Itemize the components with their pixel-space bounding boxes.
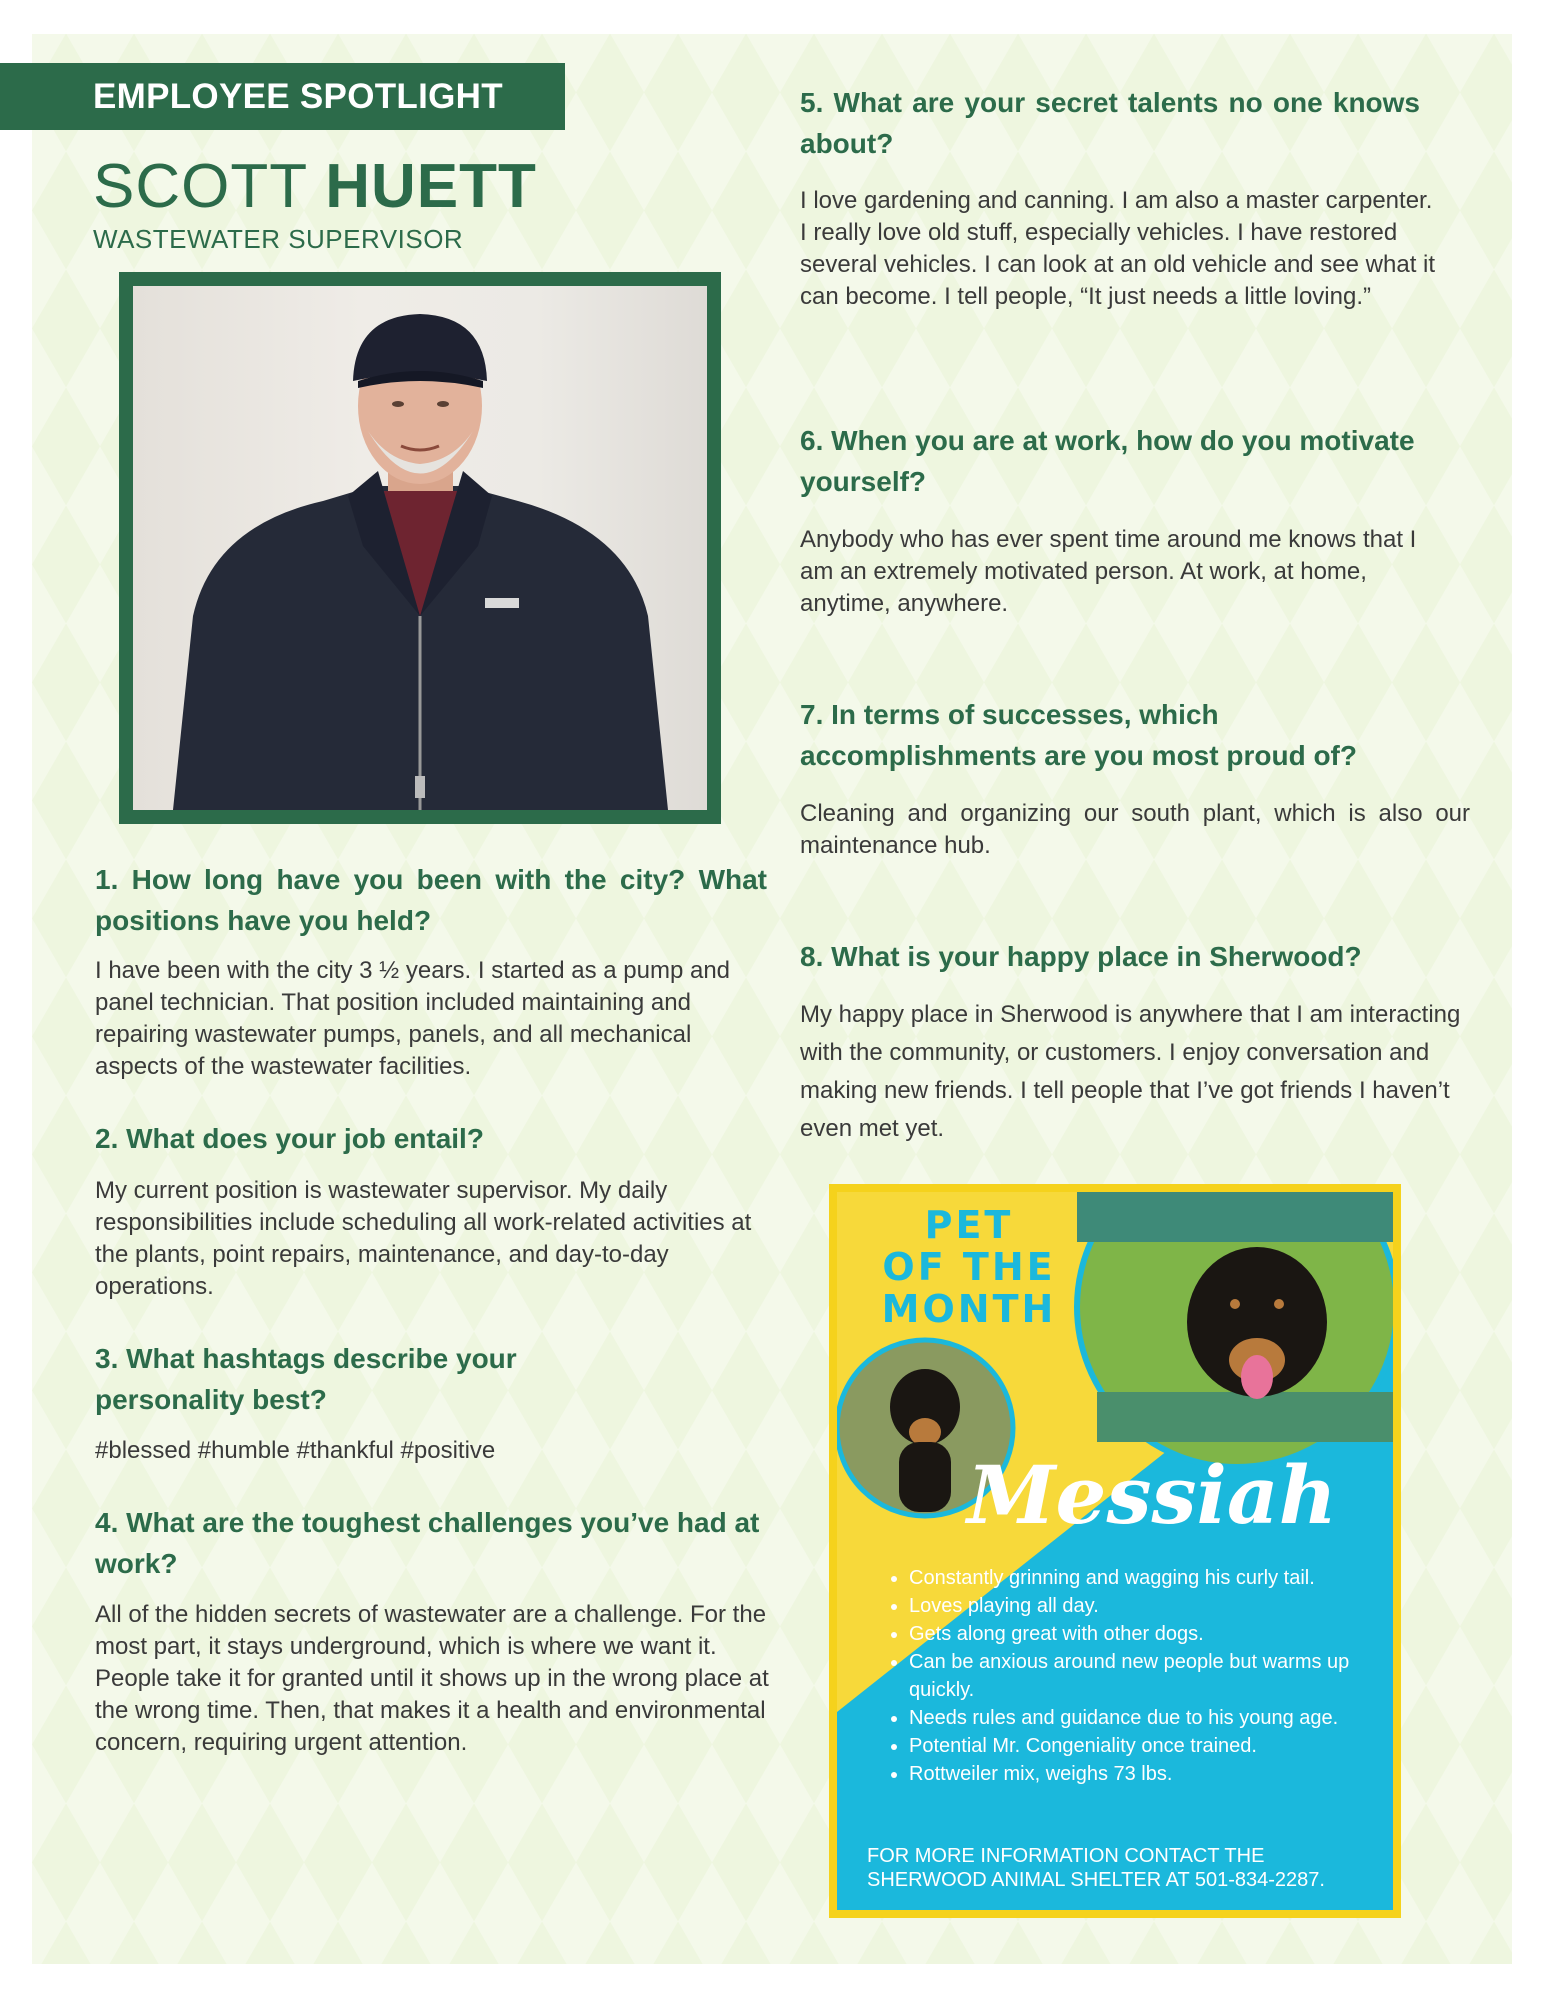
pet-title — [869, 1204, 1069, 1330]
pet-name: Messiah — [967, 1448, 1337, 1542]
answer-1: I have been with the city 3 ½ years. I started as a pump and panel technician. That position included maintaining and repairing wastewater pumps, panels, and all mechanical aspects of the wastewater facilities. — [95, 957, 731, 1080]
answer-6: Anybody who has ever spent time around me knows that I am an extremely motivated person. At work, at home, anytime, anywhere. — [800, 526, 1417, 617]
pet-title-line-1: PET — [924, 1203, 1014, 1247]
employee-photo-frame — [119, 272, 721, 824]
pet-fact: • Potential Mr. Congeniality once trained. — [909, 1732, 1379, 1760]
pet-fact: • Needs rules and guidance due to his young age. — [909, 1704, 1379, 1732]
question-7: 7. In terms of successes, which accomplishments are you most proud of? — [800, 699, 1357, 771]
employee-name — [93, 152, 537, 222]
question-6: 6. When you are at work, how do you motivate yourself? — [800, 425, 1415, 497]
pet-card-inner — [837, 1192, 1393, 1910]
pet-facts-list — [887, 1564, 1379, 1788]
pet-contact-info: FOR MORE INFORMATION CONTACT THE SHERWOOD ANIMAL SHELTER AT 501-834-2287. — [867, 1845, 1325, 1891]
answer-8: My happy place in Sherwood is anywhere that I am interacting with the community, or customers. I enjoy conversation and making new friends. I tell people that I’ve got friends I haven’t even met yet. — [800, 1001, 1461, 1142]
answer-2: My current position is wastewater supervisor. My daily responsibilities include scheduling all work-related activities at the plants, point repairs, maintenance, and day-to-day operations. — [95, 1177, 752, 1300]
pet-of-the-month-card — [829, 1184, 1401, 1918]
pet-fact: • Gets along great with other dogs. — [909, 1620, 1379, 1648]
question-1: 1. How long have you been with the city? What positions have you held? — [95, 864, 767, 936]
question-5: 5. What are your secret talents no one knows about? — [800, 87, 1420, 159]
pet-fact: • Rottweiler mix, weighs 73 lbs. — [909, 1760, 1379, 1788]
employee-first-name: SCOTT — [93, 152, 307, 221]
pet-fact: • Can be anxious around new people but warms up quickly. — [909, 1648, 1379, 1704]
answer-5: I love gardening and canning. I am also a master carpenter. I really love old stuff, especially vehicles. I have restored several vehicles. I can look at an old vehicle and see what it can become. I tell people, “It just needs a little loving.” — [800, 187, 1436, 310]
employee-job-title: WASTEWATER SUPERVISOR — [93, 224, 464, 254]
employee-photo — [133, 286, 707, 810]
answer-4: All of the hidden secrets of wastewater are a challenge. For the most part, it stays underground, which is where we want it. People take it for granted until it shows up in the wrong place at the wrong time. Then, that makes it a health and environmental concern, requiring urgent attention. — [95, 1601, 769, 1756]
question-4: 4. What are the toughest challenges you’ve had at work? — [95, 1507, 760, 1579]
employee-portrait-illustration — [133, 286, 707, 810]
pet-title-line-2: OF THE — [882, 1245, 1056, 1289]
answer-3: #blessed #humble #thankful #positive — [95, 1437, 496, 1464]
question-8: 8. What is your happy place in Sherwood? — [800, 941, 1362, 972]
section-banner: EMPLOYEE SPOTLIGHT — [0, 63, 565, 130]
employee-last-name: HUETT — [325, 152, 537, 221]
question-2: 2. What does your job entail? — [95, 1123, 484, 1154]
question-3: 3. What hashtags describe your personality best? — [95, 1343, 517, 1415]
answer-7: Cleaning and organizing our south plant, which is also our maintenance hub. — [800, 800, 1470, 859]
pet-fact: • Constantly grinning and wagging his curly tail. — [909, 1564, 1379, 1592]
pet-fact: • Loves playing all day. — [909, 1592, 1379, 1620]
pet-title-line-3: MONTH — [881, 1287, 1057, 1331]
